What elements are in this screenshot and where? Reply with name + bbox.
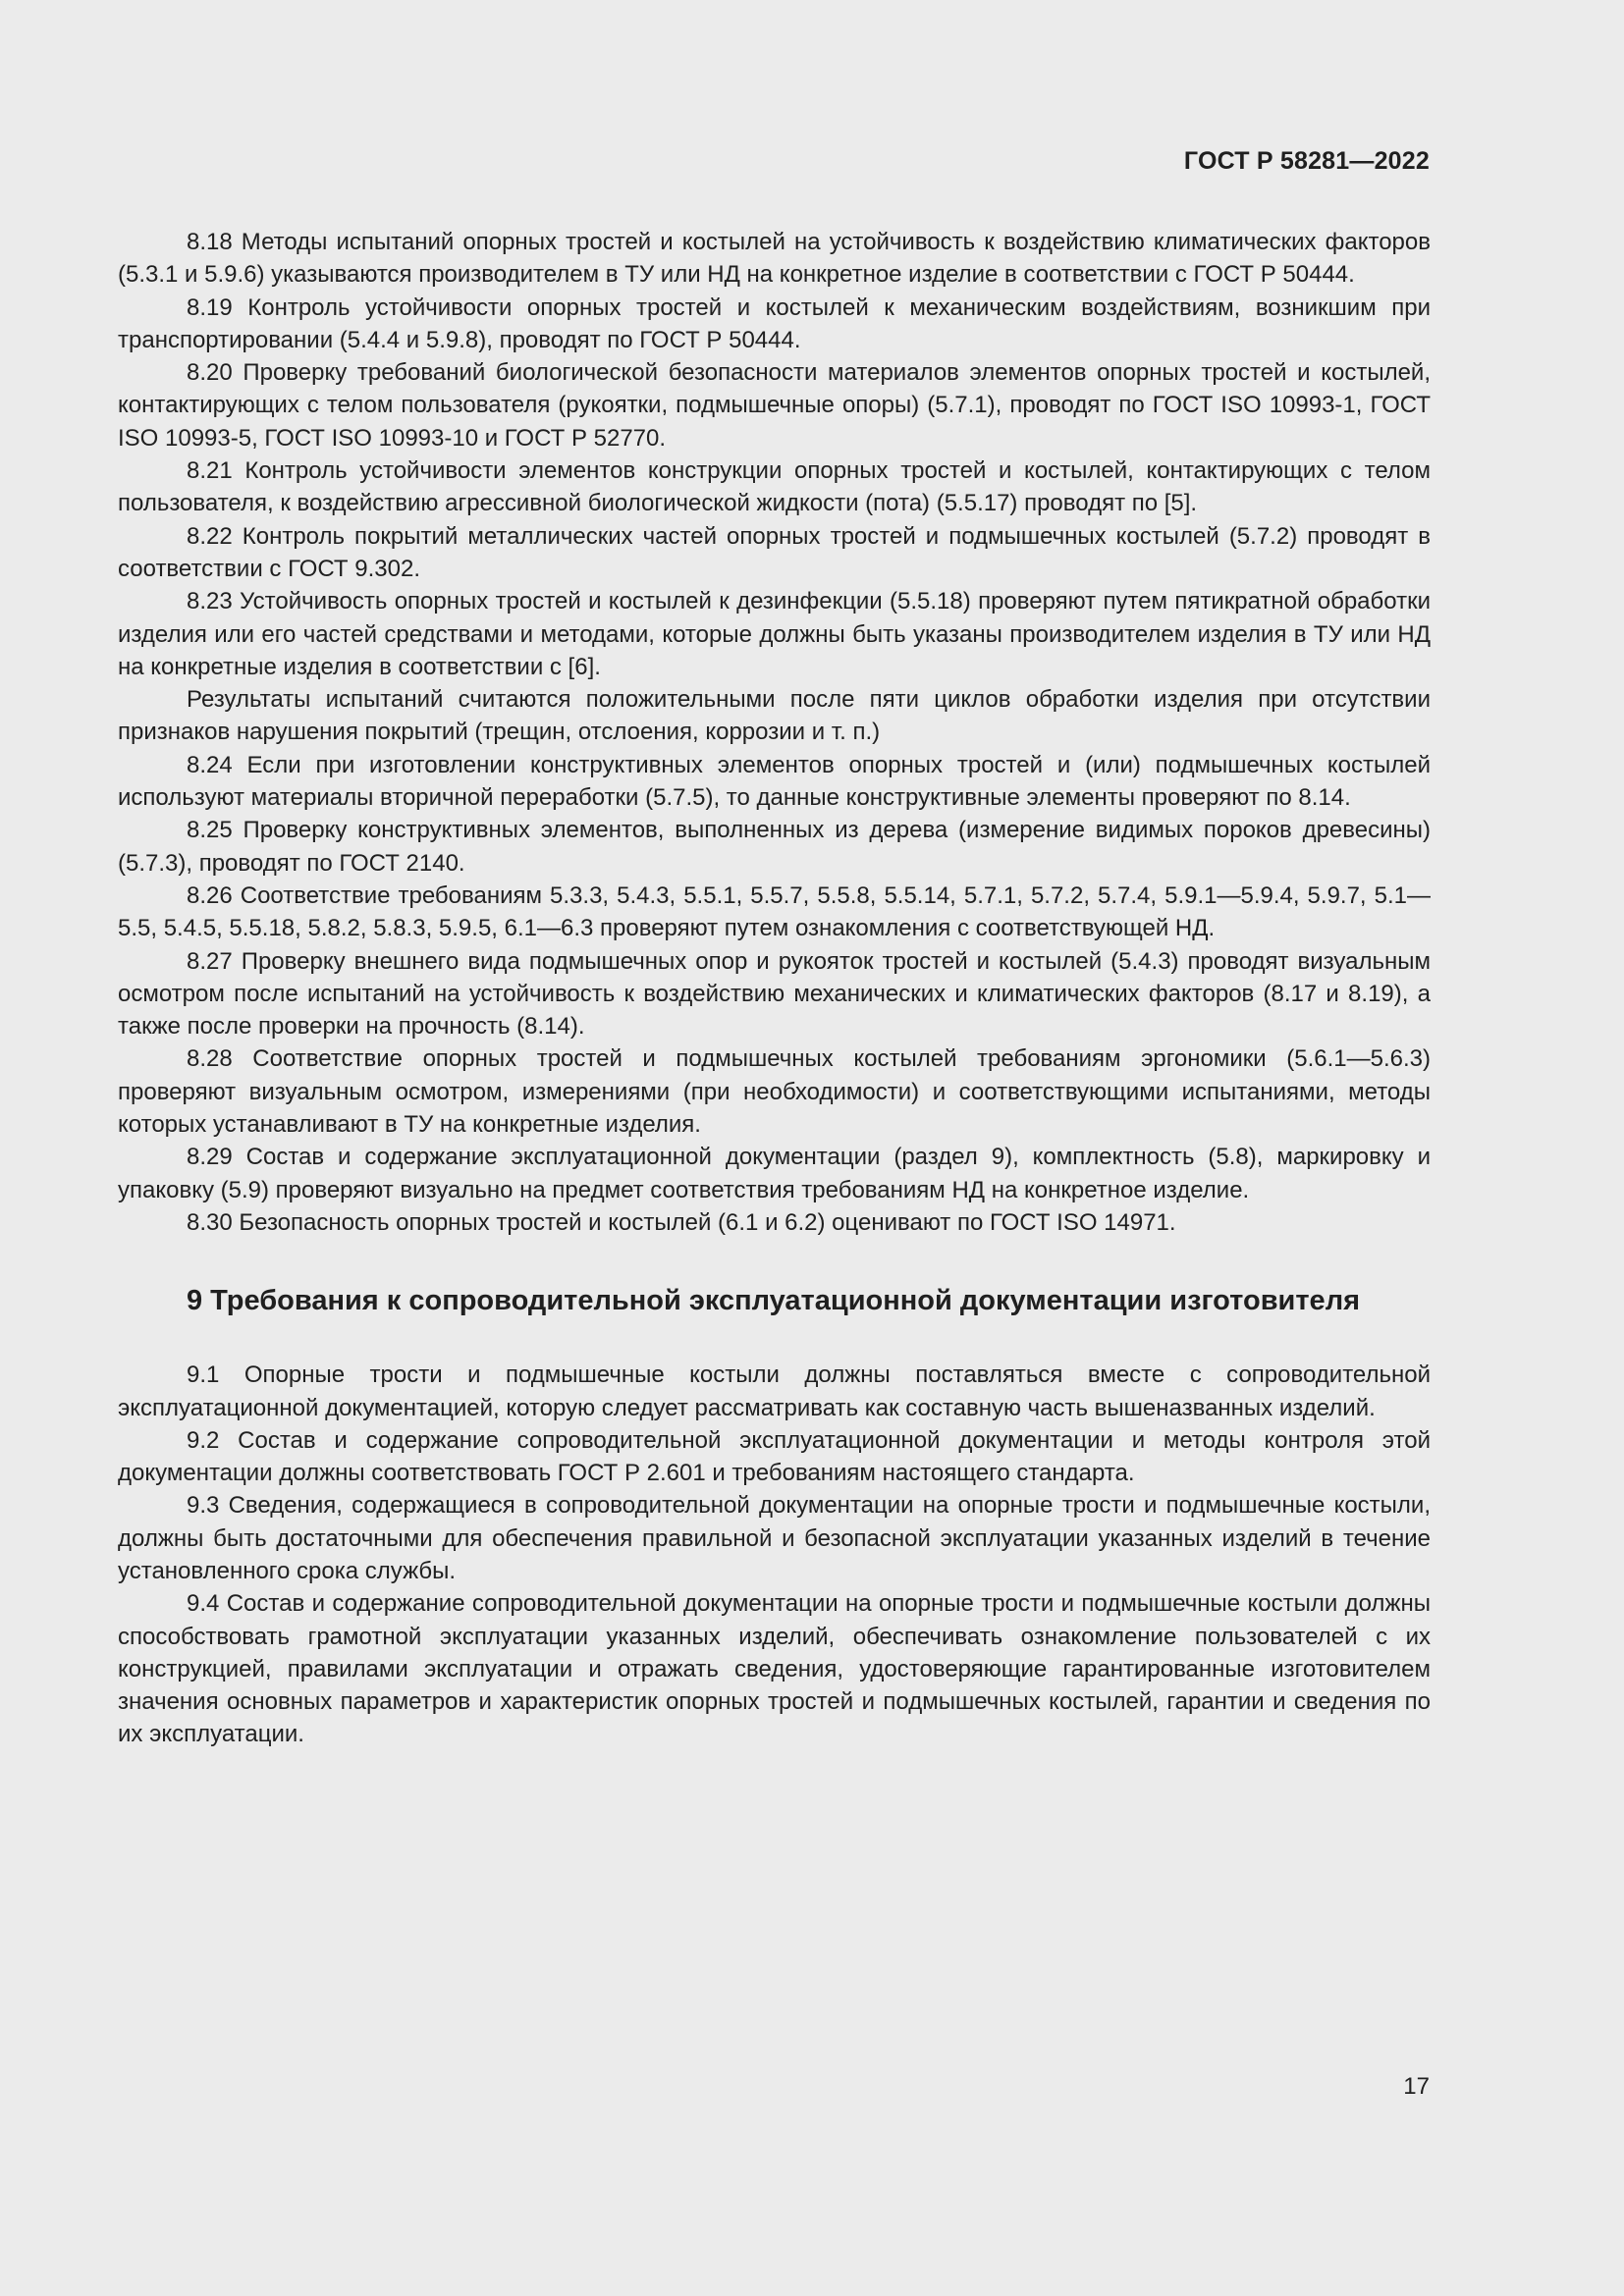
paragraph-9-1: 9.1 Опорные трости и подмышечные костыли должны поставляться вместе с сопроводительной эксплуатационной документацией, которую следует рассматривать как составную часть вышеназванных изделий. — [118, 1362, 1431, 1421]
paragraph-9-3: 9.3 Сведения, содержащиеся в сопроводительной документации на опорные трости и подмышечные костыли, должны быть достаточными для обеспечения правильной и безопасной эксплуатации указанных изделий в течение установленного срока службы. — [118, 1492, 1431, 1584]
paragraph-8-23: 8.23 Устойчивость опорных тростей и костылей к дезинфекции (5.5.18) проверяют путем пятикратной обработки изделия или его частей средствами и методами, которые должны быть указаны производителем изделия в ТУ или НД на конкретные изделия в соответствии с [6]. — [118, 588, 1431, 680]
paragraph-8-19: 8.19 Контроль устойчивости опорных тростей и костылей к механическим воздействиям, возникшим при транспортировании (5.4.4 и 5.9.8), проводят по ГОСТ Р 50444. — [118, 294, 1431, 353]
section-9-heading: 9 Требования к сопроводительной эксплуатационной документации изготовителя — [187, 1285, 1361, 1317]
page-number: 17 — [1403, 2073, 1430, 2100]
paragraph-8-24: 8.24 Если при изготовлении конструктивных элементов опорных тростей и (или) подмышечных костылей используют материалы вторичной переработки (5.7.5), то данные конструктивные элементы проверяют по 8.14. — [118, 751, 1431, 812]
paragraph-8-30: 8.30 Безопасность опорных тростей и костылей (6.1 и 6.2) оценивают по ГОСТ ISO 14971. — [187, 1208, 1176, 1236]
paragraph-8-18: 8.18 Методы испытаний опорных тростей и костылей на устойчивость к воздействию климатических факторов (5.3.1 и 5.9.6) указываются производителем в ТУ или НД на конкретное изделие в соответствии с ГОСТ Р 50444. — [118, 229, 1431, 289]
paragraph-8-27: 8.27 Проверку внешнего вида подмышечных опор и рукояток тростей и костылей (5.4.3) проводят визуальным осмотром после испытаний на устойчивость к воздействию механических и климатических факторов (8.17 и 8.19), а также после проверки на прочность (8.14). — [118, 947, 1431, 1041]
paragraph-8-23-results: Результаты испытаний считаются положительными после пяти циклов обработки изделия при отсутствии признаков нарушения покрытий (трещин, отслоения, коррозии и т. п.) — [118, 686, 1431, 746]
paragraph-9-4: 9.4 Состав и содержание сопроводительной документации на опорные трости и подмышечные костыли должны способствовать грамотной эксплуатации указанных изделий, обеспечивать ознакомление пользователей с их конструкцией, правилами эксплуатации и отражать сведения, удостоверяющие гарантированные изготовителем значения основных параметров и характеристик опорных тростей и подмышечных костылей, гарантии и сведения по их эксплуатации. — [118, 1590, 1431, 1748]
paragraph-8-25: 8.25 Проверку конструктивных элементов, выполненных из дерева (измерение видимых пороков древесины) (5.7.3), проводят по ГОСТ 2140. — [118, 817, 1431, 877]
paragraph-8-28: 8.28 Соответствие опорных тростей и подмышечных костылей требованиям эргономики (5.6.1—5.6.3) проверяют визуальным осмотром, измерениями (при необходимости) и соответствующими испытаниями, методы которых устанавливают в ТУ на конкретные изделия. — [118, 1045, 1431, 1139]
document-body — [118, 226, 1431, 1751]
paragraph-8-29: 8.29 Состав и содержание эксплуатационной документации (раздел 9), комплектность (5.8), маркировку и упаковку (5.9) проверяют визуально на предмет соответствия требованиям НД на конкретное изделие. — [118, 1144, 1431, 1203]
document-code-header: ГОСТ Р 58281—2022 — [1183, 147, 1430, 175]
paragraph-9-2: 9.2 Состав и содержание сопроводительной эксплуатационной документации и методы контроля этой документации должны соответствовать ГОСТ Р 2.601 и требованиям настоящего стандарта. — [118, 1426, 1431, 1487]
paragraph-8-20: 8.20 Проверку требований биологической безопасности материалов элементов опорных тростей и костылей, контактирующих с телом пользователя (рукоятки, подмышечные опоры) (5.7.1), проводят по ГОСТ ISO 10993-1, ГОСТ ISO 10993-5, ГОСТ ISO 10993-10 и ГОСТ Р 52770. — [118, 359, 1431, 452]
paragraph-8-26: 8.26 Соответствие требованиям 5.3.3, 5.4.3, 5.5.1, 5.5.7, 5.5.8, 5.5.14, 5.7.1, 5.7.2, 5.7.4, 5.9.1—5.9.4, 5.9.7, 5.1—5.5, 5.4.5, 5.5.18, 5.8.2, 5.8.3, 5.9.5, 6.1—6.3 проверяют путем ознакомления с соответствующей НД. — [118, 881, 1431, 942]
paragraph-8-22: 8.22 Контроль покрытий металлических частей опорных тростей и подмышечных костылей (5.7.2) проводят в соответствии с ГОСТ 9.302. — [118, 522, 1431, 582]
paragraph-8-21: 8.21 Контроль устойчивости элементов конструкции опорных тростей и костылей, контактирующих с телом пользователя, к воздействию агрессивной биологической жидкости (пота) (5.5.17) проводят по [5]. — [118, 457, 1431, 517]
